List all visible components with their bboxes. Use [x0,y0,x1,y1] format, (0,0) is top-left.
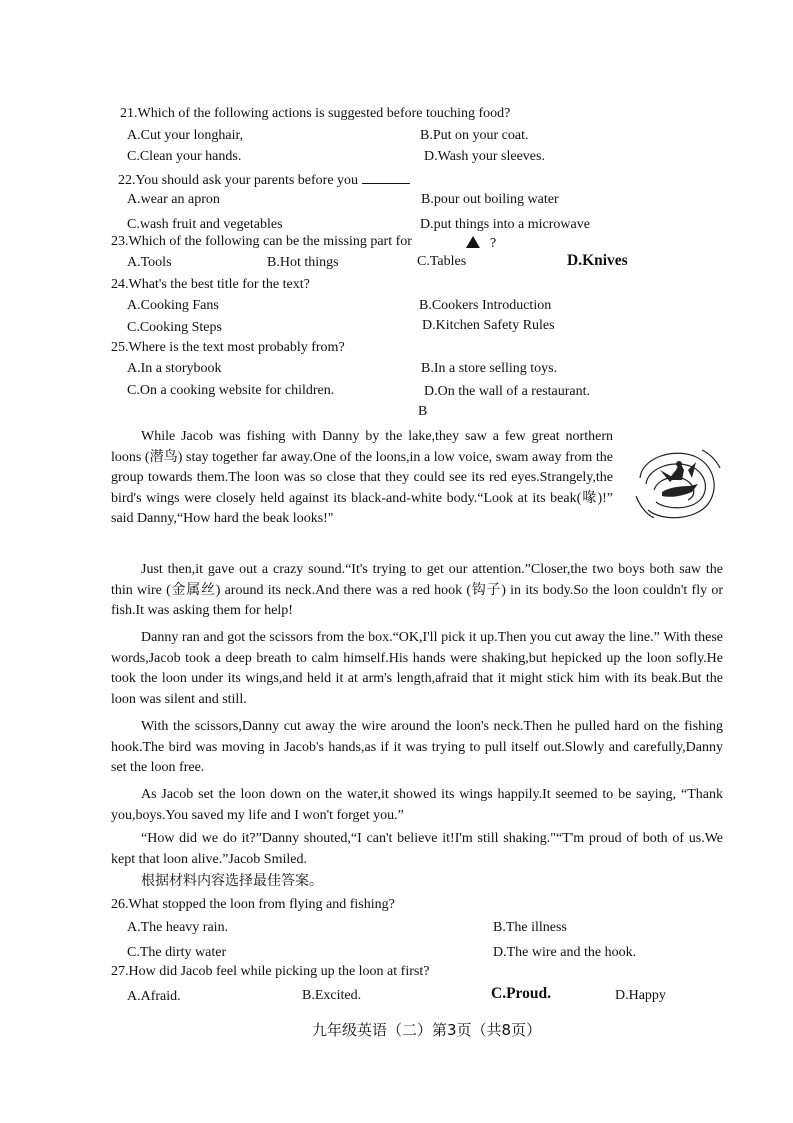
triangle-icon [466,236,480,248]
q23-stem-end [466,236,496,252]
q24-stem: 24.What's the best title for the text? [111,277,310,292]
q21-option-a: A.Cut your longhair, [127,128,244,143]
passage-paragraph-5: As Jacob set the loon down on the water,it showed its wings happily.It seemed to be saying, “Thank you,boys.You saved my life and I won't forget you.” [111,787,723,823]
passage-paragraph-6: “How did we do it?”Danny shouted,“I can't believe it!I'm still shaking."“T'm proud of both of us.We kept that loon alive.”Jacob Smiled. [111,831,723,867]
q26-stem: 26.What stopped the loon from flying and fishing? [111,897,395,912]
q24-option-b: B.Cookers Introduction [419,298,552,313]
q27-option-c: C.Proud. [491,985,552,1002]
q22-option-b: B.pour out boiling water [421,192,559,207]
q27-option-a: A.Afraid. [127,989,181,1004]
q24-option-d: D.Kitchen Safety Rules [422,318,555,333]
q21-option-b: B.Put on your coat. [420,128,529,143]
q24-option-c: C.Cooking Steps [127,320,222,335]
page-footer: 九年级英语（二）第3页（共8页） [312,1021,542,1039]
q23-option-c: C.Tables [417,254,467,269]
q23-question-mark: ? [490,236,497,251]
passage-paragraph-1: While Jacob was fishing with Danny by the lake,they saw a few great northern loons (潜鸟) stay together far away.One of the loons,in a low voice, swam away from the group towards them.The loon was so close that they could see its red eyes.Strangely,the bird's wings were closely held against its black-and-white body.“Look at its beak(喙)!” said Danny,“How hard the beak looks!" [111,429,613,526]
q22-option-d: D.put things into a microwave [420,217,590,232]
q24-option-a: A.Cooking Fans [127,298,219,313]
q21-stem: 21.Which of the following actions is suggested before touching food? [120,106,511,121]
q25-option-b: B.In a store selling toys. [421,361,558,376]
passage-paragraph-3: Danny ran and got the scissors from the box.“OK,I'll pick it up.Then you cut away the line.” With these words,Jacob took a deep breath to calm himself.His hands were shaking,but hepicked up the loon sofly.He took the loon under its wings,and held it at arm's length,afraid that it might stick him with its beak.But the loon was silent and still. [111,630,723,707]
q26-option-b: B.The illness [493,920,567,935]
q25-option-c: C.On a cooking website for children. [127,383,335,398]
q22-option-c: C.wash fruit and vegetables [127,217,283,232]
q23-option-a: A.Tools [127,255,172,270]
q22-stem-text: 22.You should ask your parents before you [118,173,359,188]
q23-stem: 23.Which of the following can be the missing part for [111,234,412,249]
section-label: B [418,404,428,419]
q21-option-c: C.Clean your hands. [127,149,242,164]
q26-option-d: D.The wire and the hook. [493,945,637,960]
passage-paragraph-4: With the scissors,Danny cut away the wire around the loon's neck.Then he pulled hard on the fishing hook.The bird was moving in Jacob's hands,as if it was trying to pull itself out.Slowly and carefully,Danny set the loon free. [111,719,723,775]
q21-option-d: D.Wash your sleeves. [424,149,545,164]
q27-stem: 27.How did Jacob feel while picking up the loon at first? [111,964,430,979]
loon-sketch-icon [632,440,724,526]
q27-option-d: D.Happy [615,988,666,1003]
q22-option-a: A.wear an apron [127,192,220,207]
q25-option-d: D.On the wall of a restaurant. [424,384,590,399]
q26-option-c: C.The dirty water [127,945,227,960]
instruction-text: 根据材料内容选择最佳答案。 [141,873,323,889]
answer-blank [362,172,410,184]
q23-option-d: D.Knives [567,252,628,269]
q27-option-b: B.Excited. [302,988,362,1003]
q26-option-a: A.The heavy rain. [127,920,229,935]
passage-paragraph-2: Just then,it gave out a crazy sound.“It's trying to get our attention.”Closer,the two boys both saw the thin wire (金属丝) around its neck.And there was a red hook (钩子) in its body.So the loon couldn't fly or fish.It was asking them for help! [111,562,723,618]
q25-option-a: A.In a storybook [127,361,222,376]
q23-option-b: B.Hot things [267,255,339,270]
q22-stem [118,172,410,189]
q25-stem: 25.Where is the text most probably from? [111,340,345,355]
